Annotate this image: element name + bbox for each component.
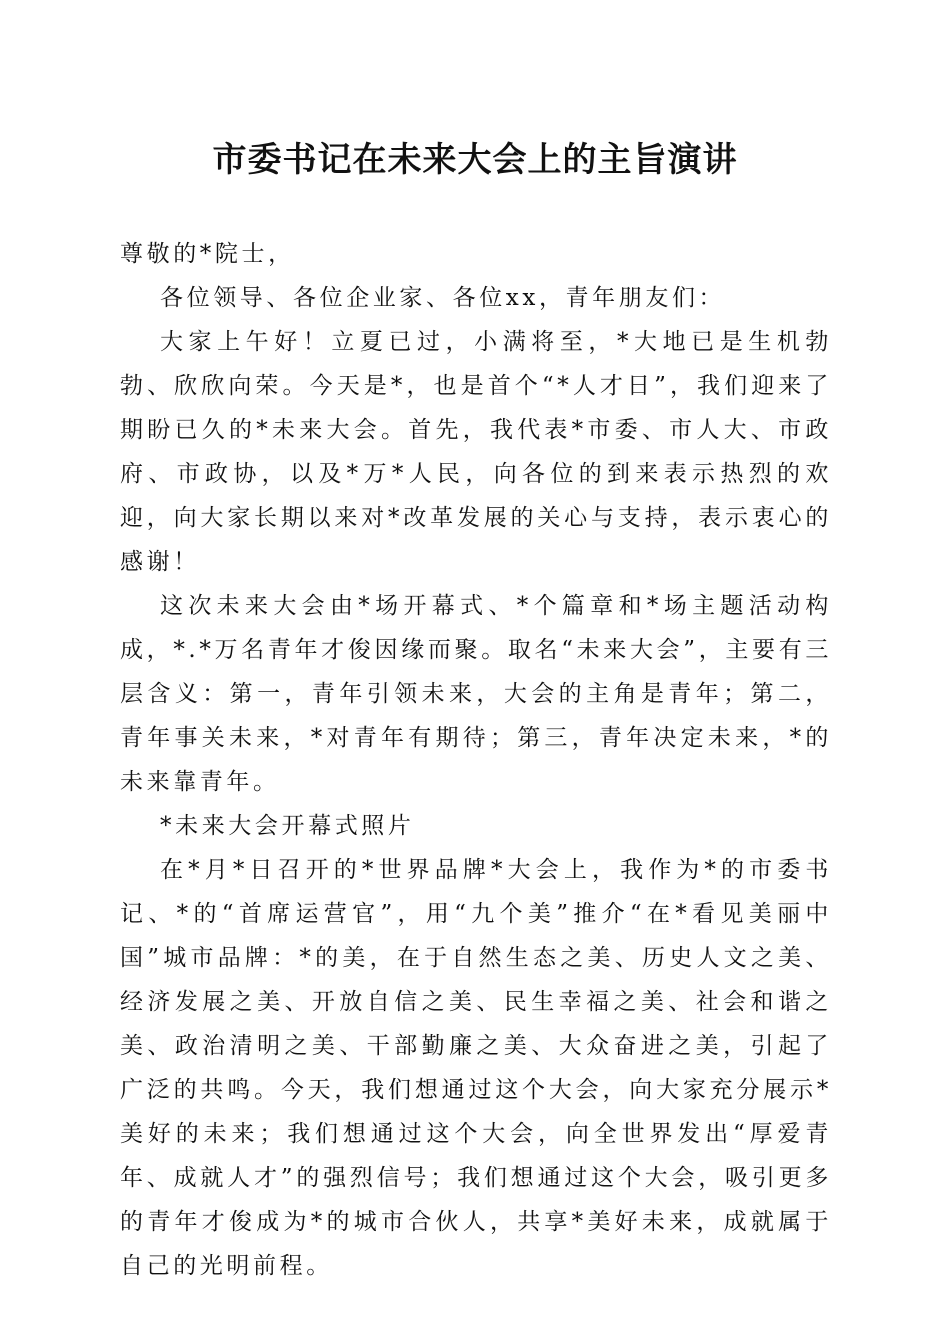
paragraph-conference-intro: 这次未来大会由*场开幕式、*个篇章和*场主题活动构成，*.*万名青年才俊因缘而聚。取名“未来大会”，主要有三层含义：第一，青年引领未来，大会的主角是青年；第二，青年事关未来，*对青年有期待；第三，青年决定未来，*的未来靠青年。: [120, 593, 832, 795]
paragraph-photo-caption: *未来大会开幕式照片: [160, 813, 415, 839]
paragraph-greeting: 各位领导、各位企业家、各位xx，青年朋友们：: [160, 285, 726, 311]
document-title: 市委书记在未来大会上的主旨演讲: [212, 140, 738, 180]
paragraph-city-brand: 在*月*日召开的*世界品牌*大会上，我作为*的市委书记、*的“首席运营官”，用“九个美”推介“在*看见美丽中国”城市品牌：*的美，在于自然生态之美、历史人文之美、经济发展之美、开放自信之美、民生幸福之美、社会和谐之美、政治清明之美、干部勤廉之美、大众奋进之美，引起了广泛的共鸣。今天，我们想通过这个大会，向大家充分展示*美好的未来；我们想通过这个大会，向全世界发出“厚爱青年、成就人才”的强烈信号；我们想通过这个大会，吸引更多的青年才俊成为*的城市合伙人，共享*美好未来，成就属于自己的光明前程。: [120, 857, 832, 1279]
salutation: 尊敬的*院士，: [120, 241, 295, 267]
paragraph-welcome: 大家上午好！立夏已过，小满将至，*大地已是生机勃勃、欣欣向荣。今天是*，也是首个“*人才日”，我们迎来了期盼已久的*未来大会。首先，我代表*市委、市人大、市政府、市政协，以及*万*人民，向各位的到来表示热烈的欢迎，向大家长期以来对*改革发展的关心与支持，表示衷心的感谢！: [120, 329, 832, 575]
document-body: [120, 232, 832, 1288]
